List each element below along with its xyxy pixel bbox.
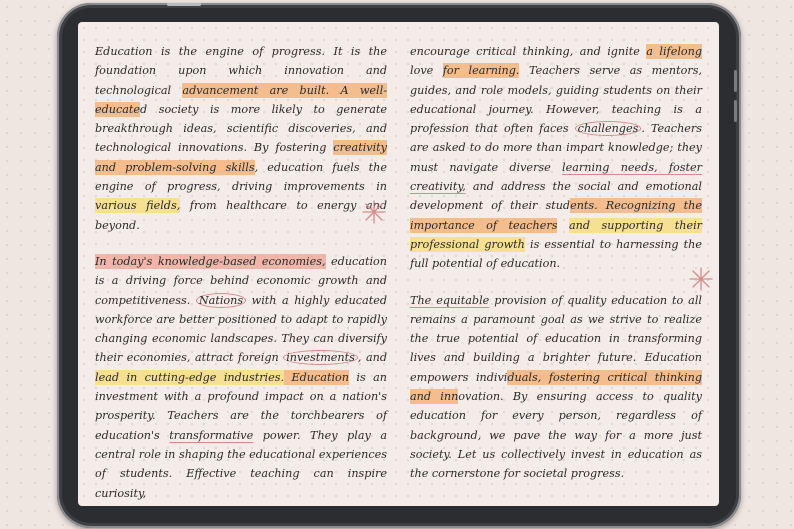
text-run: , and	[357, 351, 387, 365]
highlight-orange: duals, fostering critical thinking and inn	[410, 370, 702, 404]
highlight-orange: advancement are built. A well-educate	[95, 83, 387, 116]
underlined-word: The equitable	[410, 293, 490, 307]
text-run: is essential to harnessing the full potential of education.	[410, 237, 702, 271]
text-run: provision of quality education to all remains a paramount goal as we strive to realize the true potential of education in transforming lives and building a brighter future. Education empowers indivi	[410, 293, 703, 384]
text-run: encourage critical thinking, and ignite	[410, 45, 647, 58]
highlight-yellow: various fields,	[95, 199, 181, 213]
underlined-word: transformative	[169, 428, 254, 442]
circled-word: challenges	[575, 121, 642, 136]
sparkle-doodle-icon	[688, 266, 714, 292]
text-run: with a highly educated workforce are better positioned to adapt to rapidly changing economic landscapes. They can diversify their economies, attract foreign	[95, 293, 388, 365]
highlight-yellow: lead in cutting-edge industries.	[95, 370, 285, 384]
text-run: d society is more likely to generate breakthrough ideas, scientific discoveries, and technological innovations. By fostering	[95, 102, 387, 155]
highlight-orange: Education	[284, 370, 349, 384]
text-run	[557, 219, 568, 232]
volume-down-button	[734, 100, 737, 122]
paragraph-teachers	[410, 42, 702, 274]
paragraph-knowledge-economies	[95, 252, 387, 503]
paragraph-equitable-provision	[410, 291, 702, 484]
text-run: Education is the engine of progress. It is the foundation upon which innovation and technological	[95, 45, 387, 97]
text-run: . Teachers are asked to do more than impart knowledge; they must navigate diverse	[410, 122, 702, 174]
text-run: power. They play a central role in shaping the educational experiences of students. Effective teaching can inspire curiosity,	[95, 428, 388, 500]
text-run: education is a driving force behind economic growth and competitiveness.	[95, 254, 387, 307]
text-run: ovation. By ensuring access to quality education for every person, regardless of background, we pave the way for a more just society. Let us collectively invest in education as the cornerstone for societal progress.	[410, 390, 702, 481]
notes-screen	[78, 22, 719, 506]
text-run: , education fuels the engine of progress, driving improvements in	[95, 160, 387, 194]
left-column	[95, 42, 387, 506]
underlined-word: learning needs, foster creativity,	[410, 160, 702, 194]
paragraph-engine-of-progress	[95, 42, 387, 235]
top-button	[167, 3, 201, 6]
sparkle-doodle-icon	[361, 199, 387, 225]
highlight-pink: In today's knowledge-based economies,	[95, 254, 326, 268]
highlight-orange: a lifelong	[646, 45, 702, 58]
text-run: from healthcare to energy and beyond.	[95, 199, 387, 232]
highlight-orange: ents. Recognizing the importance of teachers	[410, 199, 702, 232]
circled-word: Nations	[196, 293, 246, 308]
text-run: Teachers serve as mentors, guides, and role models, guiding students on their educational journey. However, teaching is a profession that often faces	[410, 64, 702, 136]
circled-word: investments	[283, 350, 358, 365]
text-run: love	[410, 64, 443, 78]
right-column	[410, 42, 702, 501]
highlight-yellow: and supporting their professional growth	[410, 218, 702, 251]
text-run: and address the social and emotional development of their stud	[410, 180, 702, 213]
highlight-orange: creativity and problem-solving skills	[95, 141, 387, 174]
highlight-orange: for learning.	[442, 64, 520, 78]
volume-up-button	[734, 70, 737, 92]
text-run: is an investment with a profound impact on a nation's prosperity. Teachers are the torchbearers of education's	[95, 370, 387, 442]
